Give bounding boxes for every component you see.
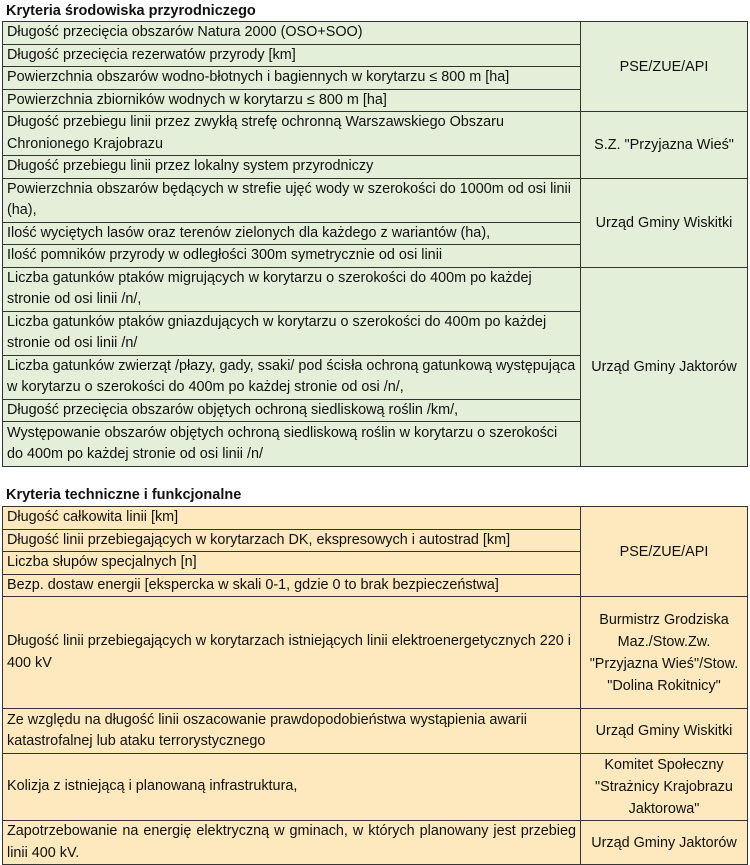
criterion-cell: Długość całkowita linii [km] [3,507,581,530]
technical-criteria-table [2,506,748,865]
criterion-cell: Powierzchnia obszarów wodno-błotnych i bagiennych w korytarzu ≤ 800 m [ha] [3,67,581,90]
environment-criteria-table [2,21,748,467]
criterion-cell: Długość przecięcia rezerwatów przyrody [km] [3,44,581,67]
criterion-cell: Długość przecięcia obszarów Natura 2000 (OSO+SOO) [3,22,581,45]
criterion-cell: Liczba słupów specjalnych [n] [3,552,581,575]
criterion-cell: Bezp. dostaw energii [ekspercka w skali 0-1, gdzie 0 to brak bezpieczeństwa] [3,574,581,597]
source-cell: PSE/ZUE/API [581,507,748,597]
criterion-cell: Powierzchnia obszarów będących w strefie ujęć wody w szerokości do 1000m od osi linii (ha), [3,178,581,222]
criterion-cell: Powierzchnia zbiorników wodnych w korytarzu ≤ 800 m [ha] [3,89,581,112]
criterion-cell: Długość przebiegu linii przez zwykłą strefę ochronną Warszawskiego Obszaru Chronionego Krajobrazu [3,112,581,156]
criterion-cell: Kolizja z istniejącą i planowaną infrastruktura, [3,754,581,821]
criterion-cell: Liczba gatunków zwierząt /płazy, gady, ssaki/ pod ścisła ochroną gatunkową występująca w korytarzu o szerokości do 400m po każdej stronie od osi /n/, [3,355,581,399]
source-cell: Urząd Gminy Jaktorów [581,821,748,865]
criterion-cell: Występowanie obszarów objętych ochroną siedliskową roślin w korytarzu o szerokości do 400m po każdej stronie od osi linii /n/ [3,422,581,467]
criterion-cell: Liczba gatunków ptaków gniazdujących w korytarzu o szerokości do 400m po każdej stronie od osi linii /n/ [3,311,581,355]
source-cell: Urząd Gminy Wiskitki [581,178,748,267]
criterion-cell: Liczba gatunków ptaków migrujących w korytarzu o szerokości do 400m po każdej stronie od osi linii /n/, [3,267,581,311]
section-title-technical: Kryteria techniczne i funkcjonalne [6,487,242,503]
criterion-cell: Ilość pomników przyrody w odległości 300m symetrycznie od osi linii [3,245,581,268]
source-cell: Burmistrz Grodziska Maz./Stow.Zw. "Przyjazna Wieś"/Stow. "Dolina Rokitnicy" [581,597,748,709]
criterion-cell: Ilość wyciętych lasów oraz terenów zielonych dla każdego z wariantów (ha), [3,222,581,245]
source-cell: S.Z. "Przyjazna Wieś" [581,112,748,179]
criterion-cell: Ze względu na długość linii oszacowanie prawdopodobieństwa wystąpienia awarii katastrofalnej lub ataku terrorystycznego [3,709,581,754]
source-cell: Urząd Gminy Jaktorów [581,267,748,467]
criterion-cell: Długość linii przebiegających w korytarzach DK, ekspresowych i autostrad [km] [3,529,581,552]
criterion-cell: Zapotrzebowanie na energię elektryczną w gminach, w których planowany jest przebieg linii 400 kV. [3,821,581,865]
criterion-cell: Długość linii przebiegających w korytarzach istniejących linii elektroenergetycznych 220 i 400 kV [3,597,581,709]
section-title-environment: Kryteria środowiska przyrodniczego [6,3,256,19]
source-cell: Urząd Gminy Wiskitki [581,709,748,754]
criterion-cell: Długość przecięcia obszarów objętych ochroną siedliskową roślin /km/, [3,399,581,422]
source-cell: Komitet Społeczny "Strażnicy Krajobrazu Jaktorowa" [581,754,748,821]
criterion-cell: Długość przebiegu linii przez lokalny system przyrodniczy [3,156,581,179]
source-cell: PSE/ZUE/API [581,22,748,112]
